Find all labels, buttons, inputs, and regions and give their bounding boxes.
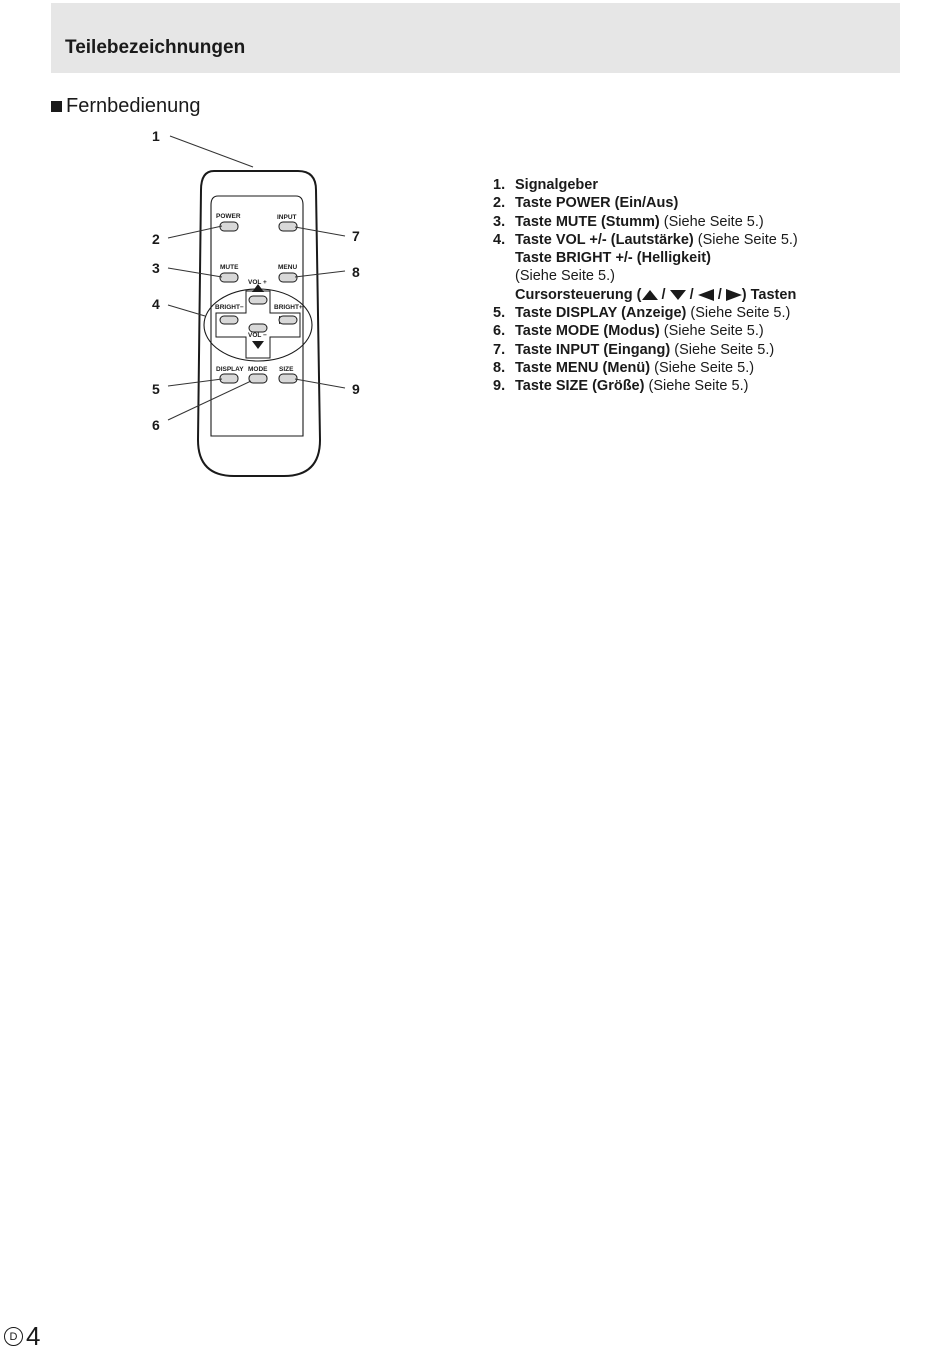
language-badge: D: [4, 1327, 23, 1346]
power-label: POWER: [216, 213, 241, 220]
callout-7: 7: [352, 228, 360, 244]
list-item: [493, 176, 798, 194]
item-name: Taste SIZE (Größe): [515, 378, 645, 395]
parts-list: [493, 176, 798, 396]
callout-5: 5: [152, 381, 160, 397]
vol-plus-label: VOL +: [248, 279, 267, 286]
arrow-right-icon: [726, 289, 742, 301]
item-number: 6.: [493, 323, 506, 340]
cursor-prefix: Cursorsteuerung (: [515, 286, 642, 303]
bright-minus-button[interactable]: [220, 316, 238, 324]
section-title: [51, 95, 201, 118]
item-number: 5.: [493, 305, 506, 322]
mode-label: MODE: [248, 366, 268, 373]
item-ref: (Siehe Seite 5.): [697, 231, 798, 248]
item-ref: (Siehe Seite 5.): [674, 341, 775, 358]
cursor-sep: /: [661, 286, 666, 303]
list-item: [493, 359, 798, 377]
cursor-sep: /: [717, 286, 722, 303]
page-number: 4: [26, 1321, 41, 1351]
list-item: [493, 322, 798, 340]
list-item: [493, 194, 798, 212]
remote-control-diagram: [140, 120, 380, 485]
arrow-up-icon: [642, 290, 658, 300]
callout-2: 2: [152, 231, 160, 247]
list-item: [493, 377, 798, 395]
item-number: 7.: [493, 341, 506, 358]
callout-6: 6: [152, 417, 160, 433]
callout-1: 1: [152, 128, 160, 144]
item-number: 9.: [493, 378, 506, 395]
page-title: Teilebezeichnungen: [65, 37, 246, 58]
arrow-down-icon: [252, 341, 264, 349]
vol-minus-label: VOL −: [248, 332, 267, 339]
power-button[interactable]: [220, 222, 238, 231]
bright-plus-button[interactable]: [279, 316, 297, 324]
size-button[interactable]: [279, 374, 297, 383]
cursor-suffix: ) Tasten: [741, 286, 797, 303]
display-button[interactable]: [220, 374, 238, 383]
size-label: SIZE: [279, 366, 294, 373]
item-number: 3.: [493, 213, 506, 230]
bright-ref: (Siehe Seite 5.): [515, 268, 615, 285]
item-number: 2.: [493, 195, 506, 212]
item-name: Taste MENU (Menü): [515, 359, 651, 376]
item-number: 4.: [493, 231, 506, 248]
callout-3: 3: [152, 260, 160, 276]
item-number: 1.: [493, 177, 506, 193]
bright-plus-label: BRIGHT+: [274, 304, 303, 311]
list-item: [493, 231, 798, 249]
menu-label: MENU: [278, 264, 298, 271]
item-name: Taste MODE (Modus): [515, 323, 660, 340]
item-name: Taste MUTE (Stumm): [515, 213, 660, 230]
menu-button[interactable]: [279, 273, 297, 282]
square-bullet-icon: [51, 101, 62, 112]
arrow-left-icon: [698, 289, 714, 301]
list-item: [493, 213, 798, 231]
list-item: [493, 341, 798, 359]
item-number: 8.: [493, 359, 506, 376]
list-item-bright: [493, 249, 798, 286]
mode-button[interactable]: [249, 374, 267, 383]
vol-plus-button[interactable]: [249, 296, 267, 304]
item-ref: (Siehe Seite 5.): [648, 378, 749, 395]
item-ref: (Siehe Seite 5.): [654, 359, 755, 376]
item-ref: (Siehe Seite 5.): [690, 305, 791, 322]
input-button[interactable]: [279, 222, 297, 231]
item-name: Taste POWER (Ein/Aus): [515, 195, 679, 212]
mute-label: MUTE: [220, 264, 239, 271]
item-ref: (Siehe Seite 5.): [663, 323, 764, 340]
page-footer: [4, 1321, 40, 1352]
callout-9: 9: [352, 381, 360, 397]
display-label: DISPLAY: [216, 366, 244, 373]
mute-button[interactable]: [220, 273, 238, 282]
input-label: INPUT: [277, 214, 297, 221]
item-name: Signalgeber: [515, 177, 598, 193]
list-item-cursor: [493, 286, 798, 304]
section-title-text: Fernbedienung: [66, 95, 201, 117]
bright-minus-label: BRIGHT−: [215, 304, 244, 311]
list-item: [493, 304, 798, 322]
vol-minus-button[interactable]: [249, 324, 267, 332]
item-name: Taste DISPLAY (Anzeige): [515, 305, 687, 322]
callout-8: 8: [352, 264, 360, 280]
item-name: Taste INPUT (Eingang): [515, 341, 671, 358]
item-name: Taste VOL +/- (Lautstärke): [515, 231, 694, 248]
bright-name: Taste BRIGHT +/- (Helligkeit): [515, 250, 711, 267]
header-bar: [51, 3, 900, 73]
callout-4: 4: [152, 296, 160, 312]
item-ref: (Siehe Seite 5.): [663, 213, 764, 230]
cursor-sep: /: [689, 286, 694, 303]
arrow-down-icon: [670, 290, 686, 300]
